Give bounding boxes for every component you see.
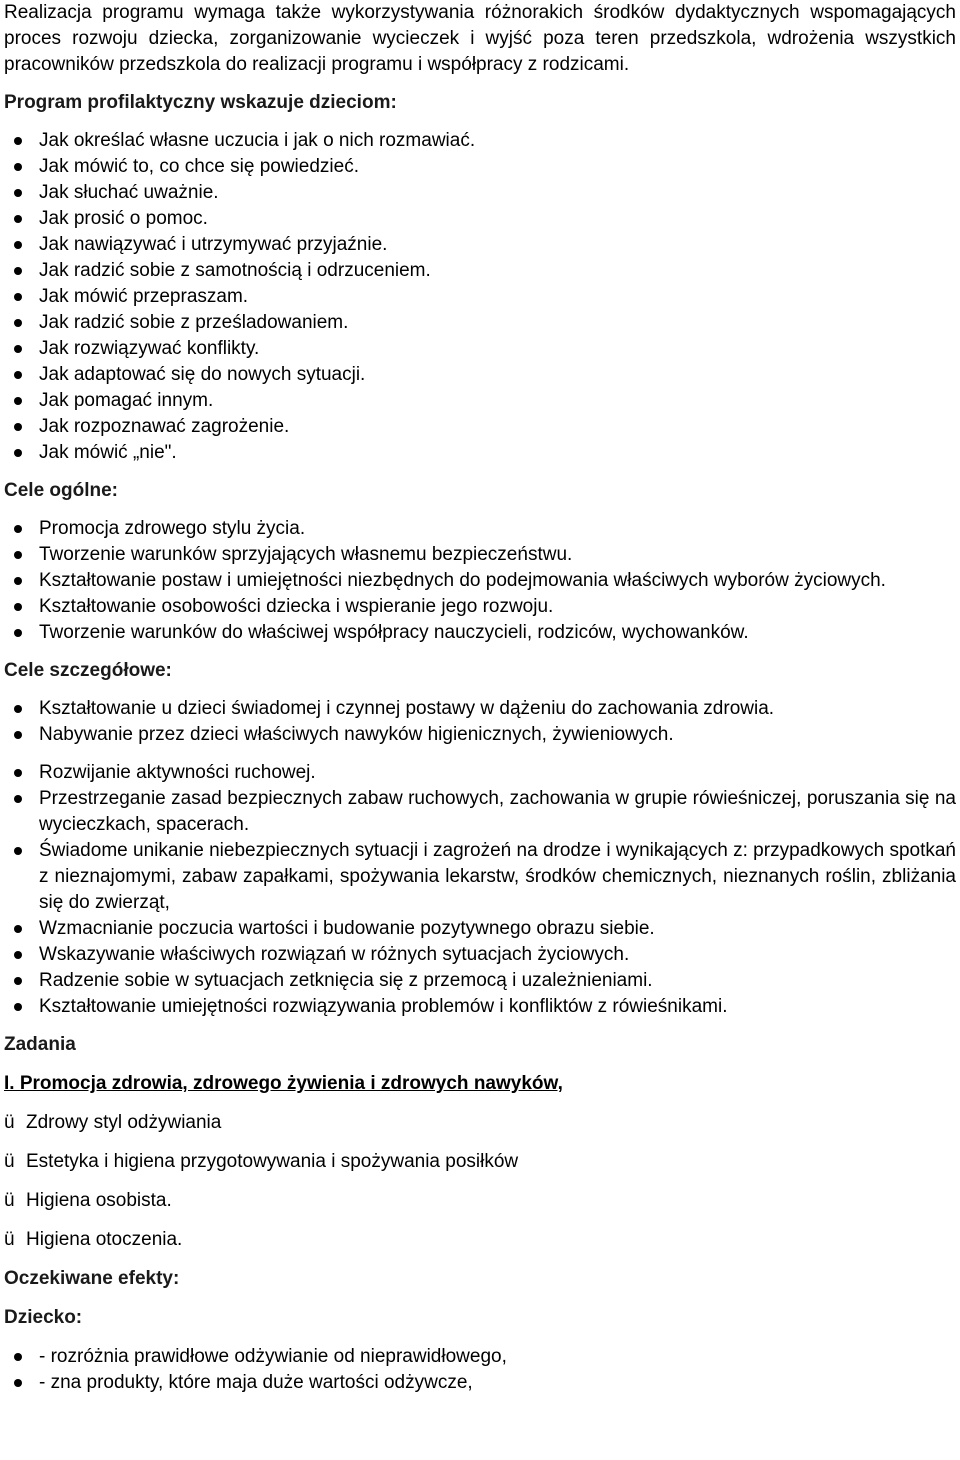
list-item: Wzmacnianie poczucia wartości i budowanie pozytywnego obrazu siebie. [4,916,956,942]
list-item: Wskazywanie właściwych rozwiązań w różnych sytuacjach życiowych. [4,942,956,968]
check-mark-icon: ü [4,1229,15,1250]
list-item: Jak mówić to, co chce się powiedzieć. [4,154,956,180]
list-item: Tworzenie warunków sprzyjających własnemu bezpieczeństwu. [4,542,956,568]
check-item [4,1188,956,1214]
check-item-label: Zdrowy styl odżywiania [26,1112,222,1133]
list-item: Jak radzić sobie z samotnością i odrzuceniem. [4,258,956,284]
list-item: Przestrzeganie zasad bezpiecznych zabaw ruchowych, zachowania w grupie rówieśniczej, poruszania się na wycieczkach, spacerach. [4,786,956,838]
list-item: Rozwijanie aktywności ruchowej. [4,760,956,786]
list-item: Jak radzić sobie z prześladowaniem. [4,310,956,336]
list-cele-ogolne [4,516,956,646]
check-item-label: Higiena osobista. [26,1190,172,1211]
list-item: Jak mówić „nie". [4,440,956,466]
list-item: Jak adaptować się do nowych sytuacji. [4,362,956,388]
check-item [4,1149,956,1175]
list-item: Świadome unikanie niebezpiecznych sytuacji i zagrożeń na drodze i wynikających z: przypadkowych spotkań z nieznajomymi, zabaw zapałkami, spożywania lekarstw, środków chemicznych, nieznanych roślin, zbliżania się do zwierząt, [4,838,956,916]
list-item: Kształtowanie umiejętności rozwiązywania problemów i konfliktów z rówieśnikami. [4,994,956,1020]
list-item: Promocja zdrowego stylu życia. [4,516,956,542]
heading-cele-szczegolowe: Cele szczegółowe: [4,660,172,681]
check-item [4,1110,956,1136]
list-item: Nabywanie przez dzieci właściwych nawyków higienicznych, żywieniowych. [4,722,956,748]
heading-cele-ogolne: Cele ogólne: [4,480,119,501]
list-profilaktyka [4,128,956,466]
list-item: Jak pomagać innym. [4,388,956,414]
list-item: Jak słuchać uważnie. [4,180,956,206]
list-item: Kształtowanie u dzieci świadomej i czynnej postawy w dążeniu do zachowania zdrowia. [4,696,956,722]
subheading-promocja-zdrowia: I. Promocja zdrowia, zdrowego żywienia i zdrowych nawyków, [4,1073,563,1094]
subheading-dziecko: Dziecko: [4,1307,83,1328]
heading-profilaktyka: Program profilaktyczny wskazuje dzieciom: [4,92,397,113]
check-mark-icon: ü [4,1112,15,1133]
list-item: Kształtowanie osobowości dziecka i wspieranie jego rozwoju. [4,594,956,620]
list-item: Radzenie sobie w sytuacjach zetknięcia się z przemocą i uzależnieniami. [4,968,956,994]
intro-paragraph: Realizacja programu wymaga także wykorzystywania różnorakich środków dydaktycznych wspomagających proces rozwoju dziecka, zorganizowanie wycieczek i wyjść poza teren przedszkola, wdrożenia wszystkich pracowników przedszkola do realizacji programu i współpracy z rodzicami. [4,2,956,75]
list-cele-szczegolowe-b [4,760,956,1020]
list-item: Jak określać własne uczucia i jak o nich rozmawiać. [4,128,956,154]
list-item: Jak prosić o pomoc. [4,206,956,232]
list-item: Jak mówić przepraszam. [4,284,956,310]
list-item: Tworzenie warunków do właściwej współpracy nauczycieli, rodziców, wychowanków. [4,620,956,646]
list-cele-szczegolowe-a [4,696,956,748]
list-item: Jak nawiązywać i utrzymywać przyjaźnie. [4,232,956,258]
check-item-label: Higiena otoczenia. [26,1229,183,1250]
check-mark-icon: ü [4,1190,15,1211]
list-item: - zna produkty, które maja duże wartości odżywcze, [4,1370,956,1396]
list-item: - rozróżnia prawidłowe odżywianie od nieprawidłowego, [4,1344,956,1370]
heading-zadania: Zadania [4,1034,76,1055]
list-item: Jak rozwiązywać konflikty. [4,336,956,362]
list-efekty [4,1344,956,1396]
list-item: Kształtowanie postaw i umiejętności niezbędnych do podejmowania właściwych wyborów życiowych. [4,568,956,594]
check-item [4,1227,956,1253]
heading-oczekiwane-efekty: Oczekiwane efekty: [4,1268,180,1289]
check-item-label: Estetyka i higiena przygotowywania i spożywania posiłków [26,1151,519,1172]
check-mark-icon: ü [4,1151,15,1172]
list-item: Jak rozpoznawać zagrożenie. [4,414,956,440]
